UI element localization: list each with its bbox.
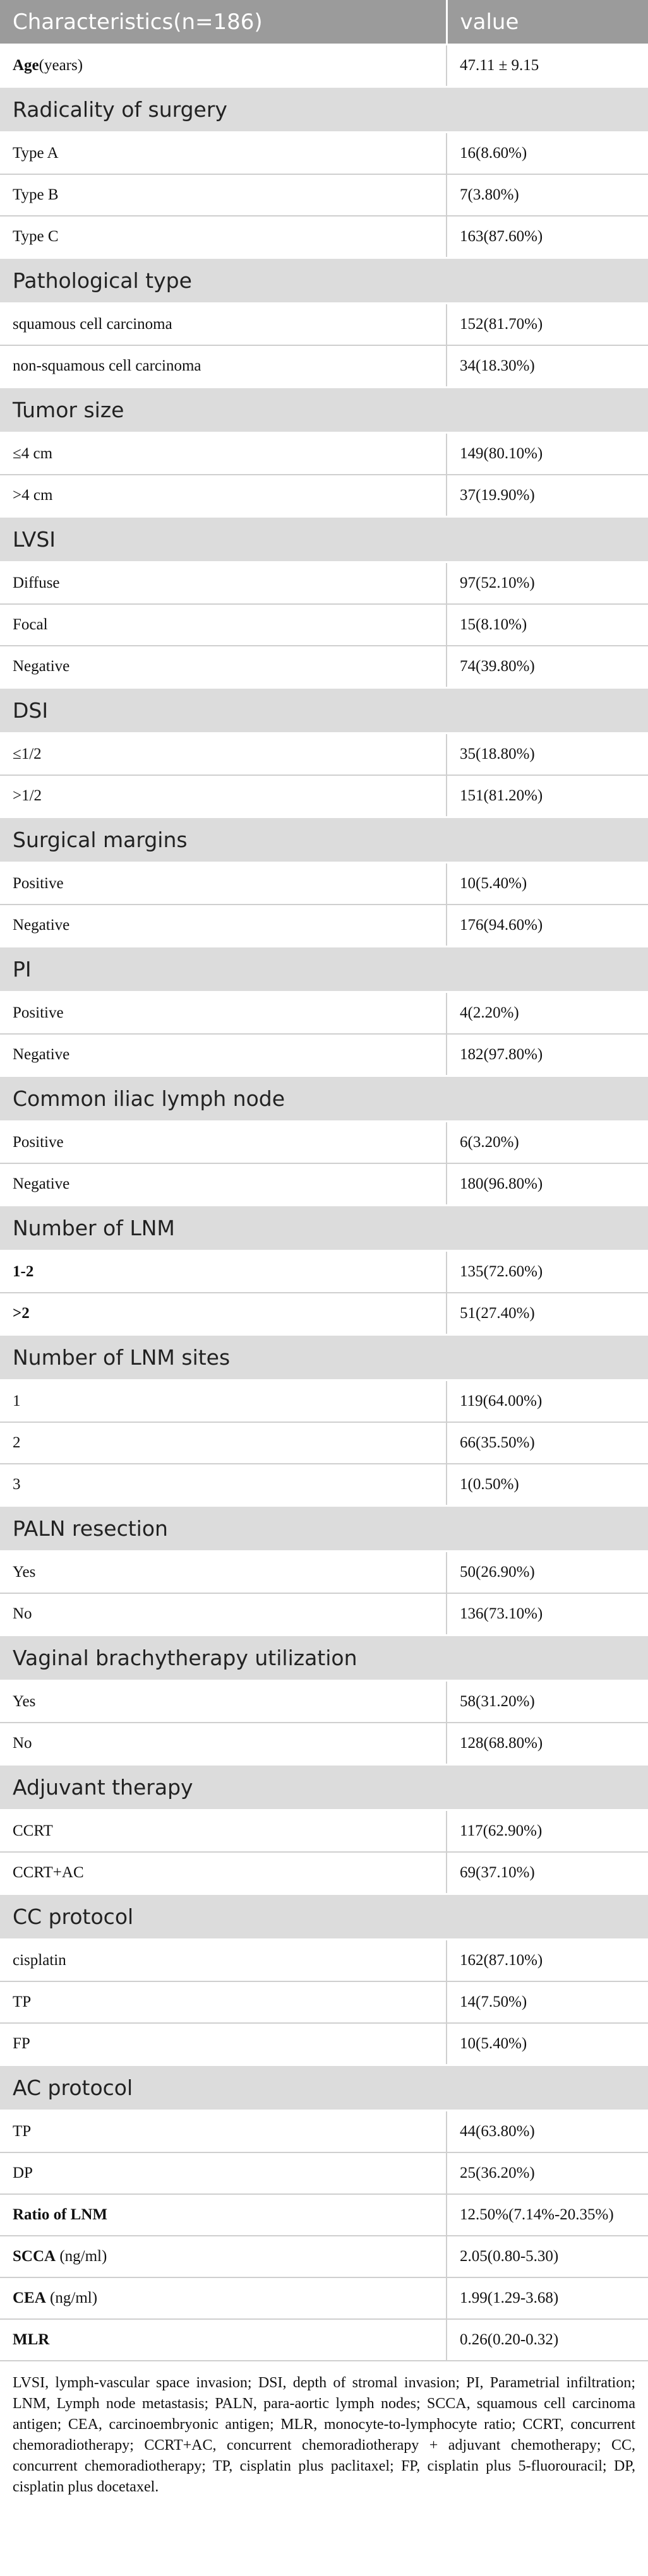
row-value: 66(35.50%) [447, 1422, 648, 1464]
row-label: ≤4 cm [0, 433, 447, 475]
row-label: DP [0, 2152, 447, 2194]
age-value: 47.11 ± 9.15 [447, 45, 648, 87]
row-value: 10(5.40%) [447, 2023, 648, 2065]
row-label: Yes [0, 1681, 447, 1723]
row-label: Type B [0, 174, 447, 216]
row-value: 117(62.90%) [447, 1810, 648, 1853]
row-label: Yes [0, 1552, 447, 1594]
table-row [0, 1163, 648, 1206]
section-row [0, 947, 648, 992]
row-value: 51(27.40%) [447, 1293, 648, 1335]
section-title: AC protocol [0, 2065, 648, 2111]
row-value: 44(63.80%) [447, 2111, 648, 2153]
row-label: TP [0, 1981, 447, 2023]
row-label: TP [0, 2111, 447, 2153]
row-value: 152(81.70%) [447, 304, 648, 346]
section-row [0, 87, 648, 133]
row-value: 182(97.80%) [447, 1034, 648, 1076]
row-label: >4 cm [0, 475, 447, 517]
table-row [0, 905, 648, 947]
table-row [0, 475, 648, 517]
section-title: CC protocol [0, 1894, 648, 1940]
row-value: 4(2.20%) [447, 992, 648, 1035]
row-label: Positive [0, 863, 447, 905]
section-title: Surgical margins [0, 817, 648, 863]
row-value: 97(52.10%) [447, 562, 648, 605]
summary-unit: (ng/ml) [45, 2289, 98, 2306]
table-row [0, 992, 648, 1035]
summary-label: MLR [13, 2331, 50, 2348]
header-characteristics: Characteristics(n=186) [0, 0, 447, 45]
section-row [0, 1765, 648, 1810]
table-row [0, 775, 648, 817]
table-row [0, 1380, 648, 1423]
summary-row [0, 2277, 648, 2319]
row-label: Diffuse [0, 562, 447, 605]
table-row [0, 1593, 648, 1635]
row-value: 128(68.80%) [447, 1723, 648, 1765]
age-label: Age [13, 57, 39, 74]
row-label: No [0, 1593, 447, 1635]
summary-row [0, 2236, 648, 2277]
row-label: CCRT+AC [0, 1852, 447, 1894]
row-label: Negative [0, 1163, 447, 1206]
row-value: 180(96.80%) [447, 1163, 648, 1206]
row-label: No [0, 1723, 447, 1765]
table-row [0, 304, 648, 346]
table-row [0, 1034, 648, 1076]
section-title: DSI [0, 688, 648, 733]
row-label: FP [0, 2023, 447, 2065]
section-title: Common iliac lymph node [0, 1076, 648, 1122]
summary-label: SCCA [13, 2248, 56, 2265]
section-row [0, 1076, 648, 1122]
section-title: Vaginal brachytherapy utilization [0, 1635, 648, 1681]
section-row [0, 2065, 648, 2111]
section-title: Tumor size [0, 388, 648, 433]
row-label: >2 [0, 1293, 447, 1335]
header-value: value [447, 0, 648, 45]
section-title: Number of LNM sites [0, 1335, 648, 1380]
table-row [0, 863, 648, 905]
row-value: 176(94.60%) [447, 905, 648, 947]
table-row [0, 2152, 648, 2194]
summary-row [0, 2319, 648, 2361]
row-value: 151(81.20%) [447, 775, 648, 817]
section-title: Radicality of surgery [0, 87, 648, 133]
row-label: Focal [0, 604, 447, 646]
row-label: squamous cell carcinoma [0, 304, 447, 346]
summary-label-cell [0, 2319, 447, 2361]
row-value: 34(18.30%) [447, 345, 648, 388]
table-row [0, 1251, 648, 1293]
row-label: Negative [0, 905, 447, 947]
summary-label-cell [0, 2236, 447, 2277]
table-row [0, 1681, 648, 1723]
section-row [0, 258, 648, 304]
section-row [0, 688, 648, 733]
age-label-cell [0, 45, 447, 87]
table-row [0, 1422, 648, 1464]
row-label: cisplatin [0, 1940, 447, 1982]
row-label: non-squamous cell carcinoma [0, 345, 447, 388]
table-row [0, 562, 648, 605]
summary-value: 1.99(1.29-3.68) [447, 2277, 648, 2319]
row-value: 58(31.20%) [447, 1681, 648, 1723]
table-row [0, 1552, 648, 1594]
row-value: 69(37.10%) [447, 1852, 648, 1894]
row-label: >1/2 [0, 775, 447, 817]
table-row [0, 604, 648, 646]
row-value: 6(3.20%) [447, 1122, 648, 1164]
row-value: 7(3.80%) [447, 174, 648, 216]
summary-value: 2.05(0.80-5.30) [447, 2236, 648, 2277]
row-value: 149(80.10%) [447, 433, 648, 475]
table-footnote: LVSI, lymph-vascular space invasion; DSI, depth of stromal invasion; PI, Parametrial infiltration; LNM, Lymph node metastasis; PALN, para-aortic lymph nodes; SCCA, squamous cell carcinoma antigen; CEA, carcinoembryonic antigen; MLR, monocyte-to-lymphocyte ratio; CCRT, concurrent chemoradiotherapy; CCRT+AC, concurrent chemoradiotherapy + adjuvant chemotherapy; CC, concurrent chemoradiotherapy; TP, cisplatin plus paclitaxel; FP, cisplatin plus 5-fluorouracil; DP, cisplatin plus docetaxel. [13, 2375, 635, 2495]
section-row [0, 1894, 648, 1940]
row-label: 1 [0, 1380, 447, 1423]
summary-label: Ratio of LNM [13, 2206, 107, 2223]
age-row [0, 45, 648, 87]
row-label: Positive [0, 992, 447, 1035]
row-value: 163(87.60%) [447, 216, 648, 258]
row-label: Negative [0, 646, 447, 688]
table-row [0, 1464, 648, 1506]
table-row [0, 1293, 648, 1335]
table-row [0, 1852, 648, 1894]
table-row [0, 1981, 648, 2023]
table-row [0, 1940, 648, 1982]
row-value: 10(5.40%) [447, 863, 648, 905]
table-row [0, 216, 648, 258]
table-row [0, 646, 648, 688]
row-label: Type C [0, 216, 447, 258]
row-value: 136(73.10%) [447, 1593, 648, 1635]
row-label: 1-2 [0, 1251, 447, 1293]
row-label: Negative [0, 1034, 447, 1076]
row-label: Positive [0, 1122, 447, 1164]
table-row [0, 133, 648, 175]
row-label: 3 [0, 1464, 447, 1506]
row-value: 25(36.20%) [447, 2152, 648, 2194]
summary-value: 0.26(0.20-0.32) [447, 2319, 648, 2361]
table-row [0, 1810, 648, 1853]
table-row [0, 2111, 648, 2153]
table-row [0, 2023, 648, 2065]
table-row [0, 174, 648, 216]
row-value: 16(8.60%) [447, 133, 648, 175]
row-value: 135(72.60%) [447, 1251, 648, 1293]
section-title: Number of LNM [0, 1206, 648, 1251]
section-row [0, 517, 648, 562]
row-value: 15(8.10%) [447, 604, 648, 646]
row-value: 14(7.50%) [447, 1981, 648, 2023]
table-row [0, 733, 648, 776]
section-title: PALN resection [0, 1506, 648, 1552]
summary-label-cell [0, 2194, 447, 2236]
section-row [0, 388, 648, 433]
summary-value: 12.50%(7.14%-20.35%) [447, 2194, 648, 2236]
age-unit: (years) [39, 57, 83, 74]
summary-row [0, 2194, 648, 2236]
table-row [0, 1122, 648, 1164]
section-row [0, 1506, 648, 1552]
section-title: Pathological type [0, 258, 648, 304]
row-value: 37(19.90%) [447, 475, 648, 517]
row-value: 1(0.50%) [447, 1464, 648, 1506]
summary-label: CEA [13, 2289, 46, 2306]
section-row [0, 1335, 648, 1380]
row-value: 74(39.80%) [447, 646, 648, 688]
row-label: CCRT [0, 1810, 447, 1853]
section-title: LVSI [0, 517, 648, 562]
table-row [0, 345, 648, 388]
row-value: 35(18.80%) [447, 733, 648, 776]
table-header-row [0, 0, 648, 45]
row-value: 50(26.90%) [447, 1552, 648, 1594]
row-value: 119(64.00%) [447, 1380, 648, 1423]
summary-unit: (ng/ml) [56, 2248, 107, 2265]
summary-label-cell [0, 2277, 447, 2319]
section-row [0, 817, 648, 863]
section-row [0, 1206, 648, 1251]
section-row [0, 1635, 648, 1681]
section-title: PI [0, 947, 648, 992]
section-title: Adjuvant therapy [0, 1765, 648, 1810]
row-label: ≤1/2 [0, 733, 447, 776]
table-row [0, 1723, 648, 1765]
table-row [0, 433, 648, 475]
row-label: 2 [0, 1422, 447, 1464]
row-label: Type A [0, 133, 447, 175]
row-value: 162(87.10%) [447, 1940, 648, 1982]
